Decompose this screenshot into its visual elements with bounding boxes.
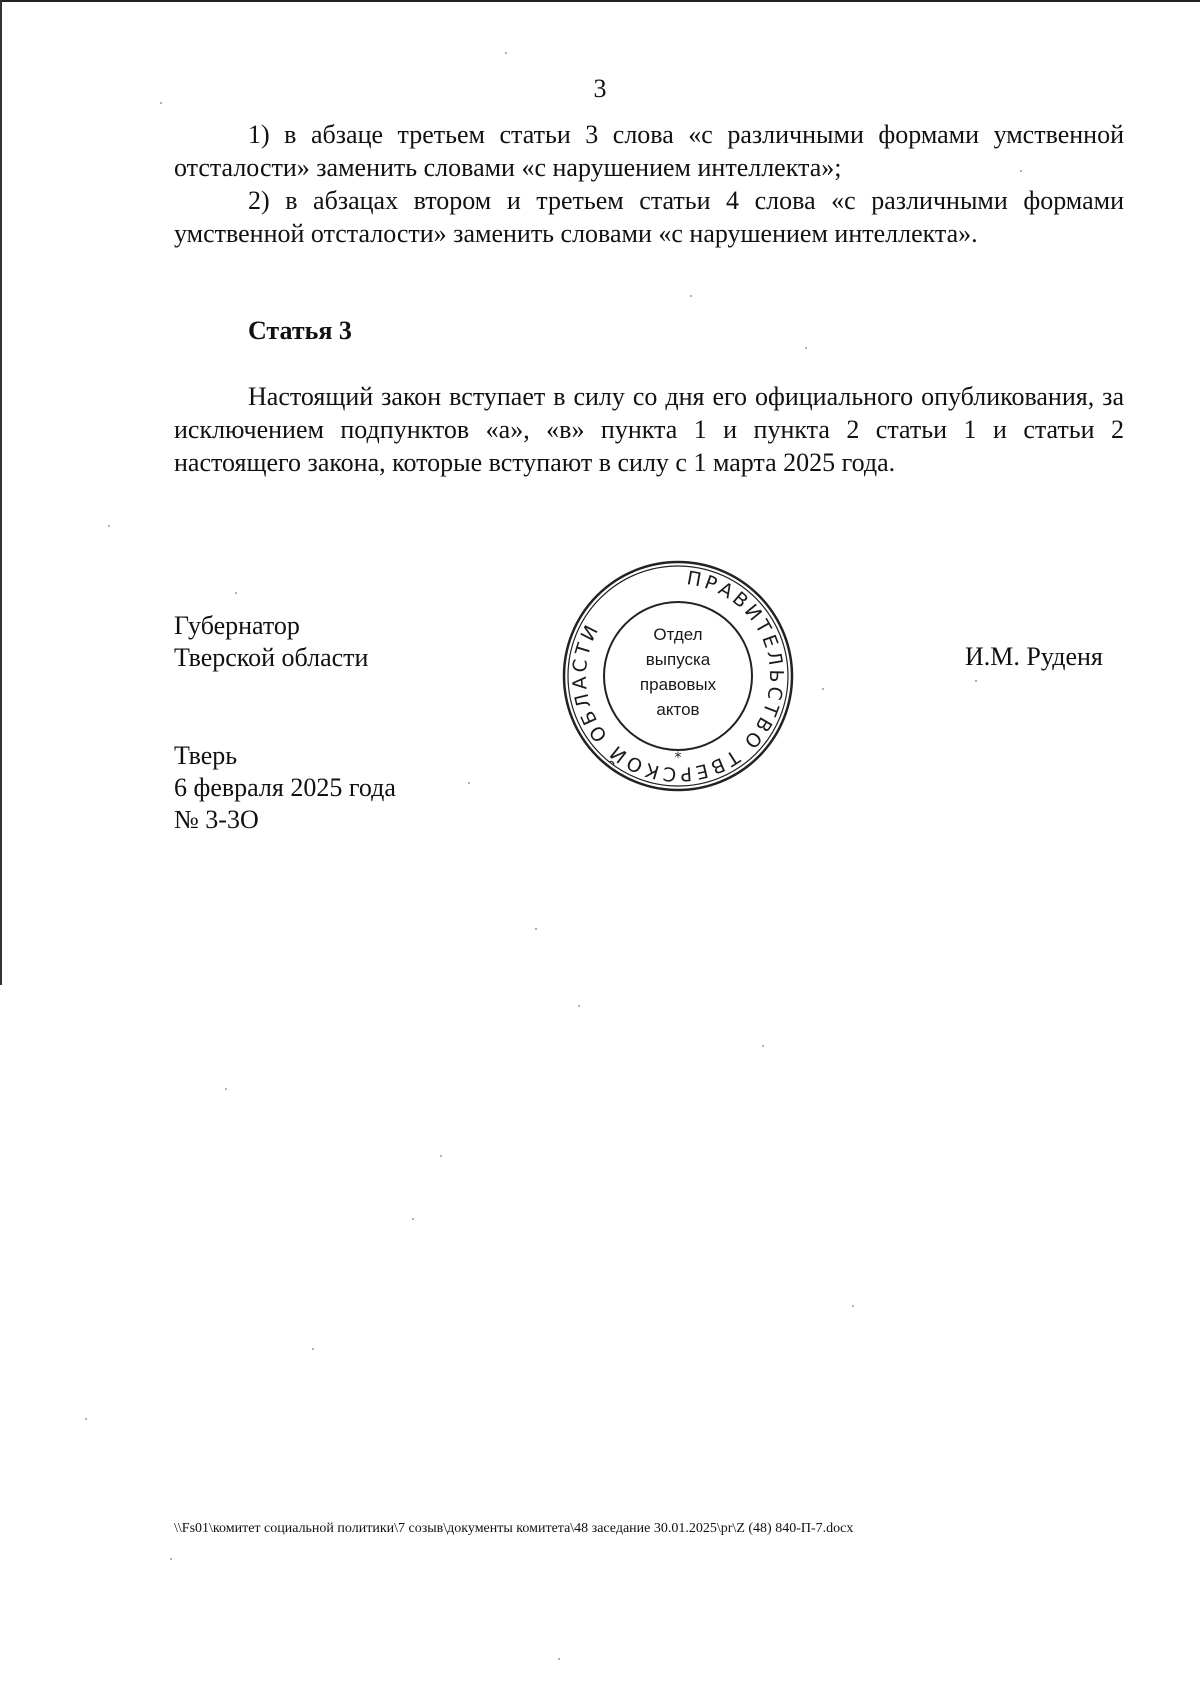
stamp-center-line-4: актов — [656, 700, 700, 719]
amendments-block — [174, 118, 1124, 250]
stamp-center-line-3: правовых — [639, 675, 717, 694]
issue-place: Тверь — [174, 741, 238, 770]
scan-speck — [975, 680, 977, 682]
page-number: 3 — [593, 74, 607, 103]
scan-speck — [235, 592, 237, 594]
scan-speck — [170, 1558, 172, 1560]
amendment-item-2: 2) в абзацах втором и третьем статьи 4 слова «с различными формами умственной отсталости» заменить словами «с нарушением интеллекта». — [174, 186, 1124, 248]
stamp-star: * — [674, 750, 682, 766]
scan-speck — [535, 928, 537, 930]
scan-speck — [558, 1658, 560, 1660]
stamp-center-line-2: выпуска — [645, 650, 711, 669]
stamp-ring-text: ПРАВИТЕЛЬСТВО ТВЕРСКОЙ ОБЛАСТИ — [568, 567, 788, 786]
scan-speck — [805, 347, 807, 349]
issue-number: № 3-3О — [174, 805, 259, 834]
issue-details — [174, 740, 396, 836]
scan-speck — [440, 1155, 442, 1157]
footer-file-path: \\Fs01\комитет социальной политики\7 созыв\документы комитета\48 заседание 30.01.2025\pr\Z (48) 840-П-7.docx — [174, 1521, 854, 1536]
position-line-2: Тверской области — [174, 643, 369, 672]
scan-speck — [225, 1088, 227, 1090]
scan-speck — [762, 1045, 764, 1047]
scan-speck — [690, 295, 692, 297]
amendment-item-1: 1) в абзаце третьем статьи 3 слова «с различными формами умственной отсталости» заменить словами «с нарушением интеллекта»; — [174, 120, 1124, 182]
scan-edge-left — [0, 0, 2, 985]
article-text: Настоящий закон вступает в силу со дня его официального опубликования, за исключением подпунктов «а», «в» пункта 1 и пункта 2 статьи 1 и статьи 2 настоящего закона, которые вступают в силу с 1 марта 2025 года. — [174, 382, 1124, 477]
signatory-position — [174, 610, 368, 674]
issue-date: 6 февраля 2025 года — [174, 773, 396, 802]
position-line-1: Губернатор — [174, 611, 300, 640]
scan-speck — [160, 102, 162, 104]
scan-speck — [852, 1305, 854, 1307]
scan-speck — [505, 52, 507, 54]
signatory-name: И.М. Руденя — [965, 642, 1103, 671]
scan-edge-top — [0, 0, 1200, 2]
scan-speck — [85, 1418, 87, 1420]
scan-speck — [312, 1348, 314, 1350]
scan-speck — [108, 525, 110, 527]
scan-speck — [468, 782, 470, 784]
scan-speck — [412, 1218, 414, 1220]
stamp-center-line-1: Отдел — [653, 625, 703, 644]
official-stamp — [558, 556, 798, 796]
article-heading: Статья 3 — [248, 316, 352, 345]
stamp-center-text — [608, 622, 748, 722]
scan-speck — [578, 1005, 580, 1007]
scan-speck — [822, 688, 824, 690]
scan-speck — [1020, 170, 1022, 172]
